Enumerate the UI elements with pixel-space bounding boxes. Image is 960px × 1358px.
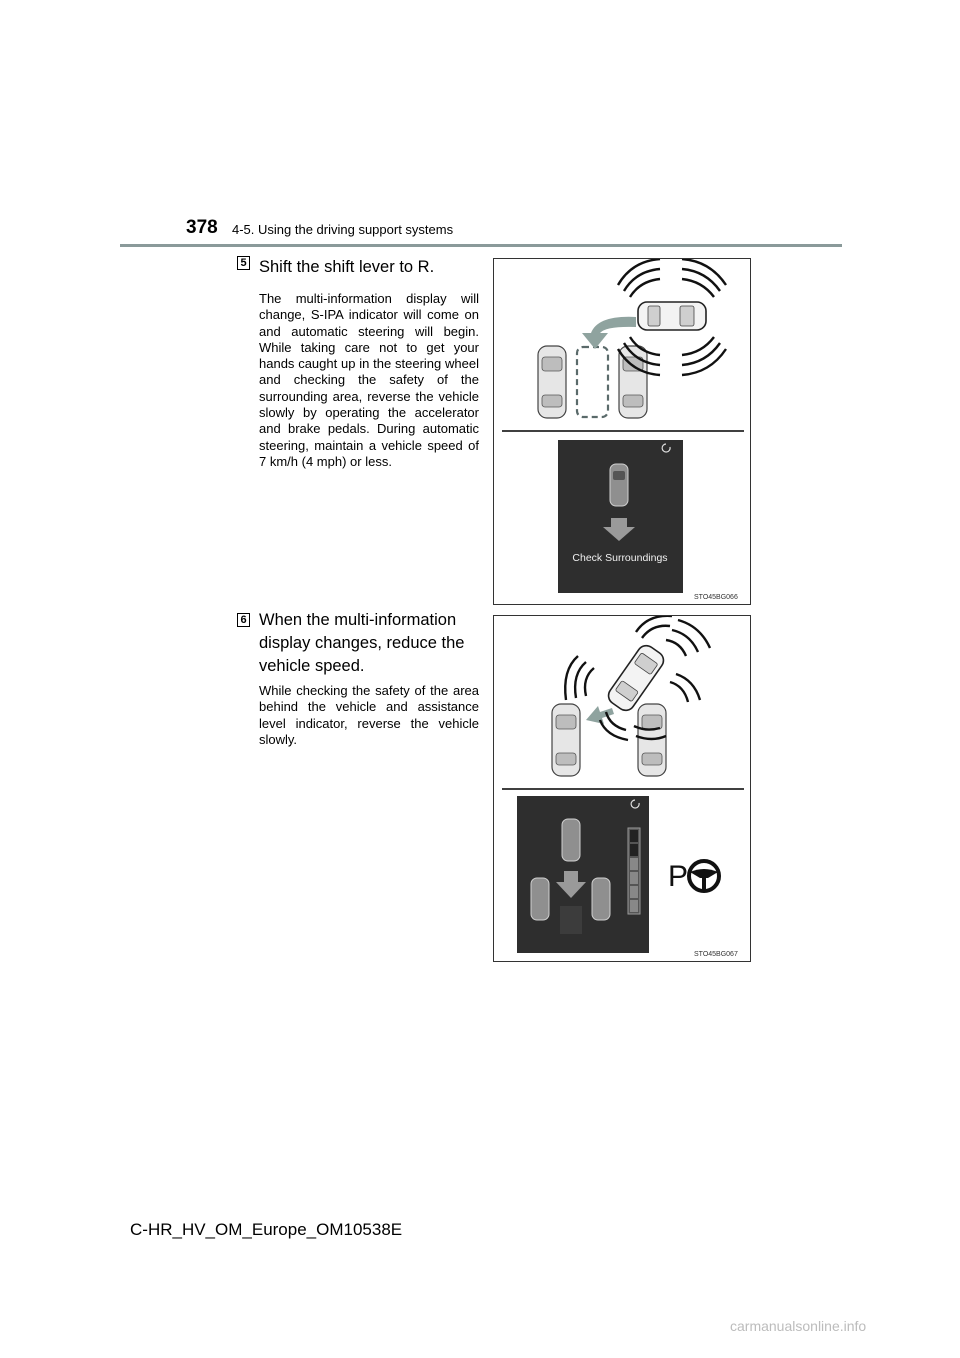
own-vehicle [638, 302, 706, 330]
s-ipa-indicator [668, 860, 719, 893]
figure-step-5 [493, 258, 751, 605]
watermark: carmanualsonline.info [730, 1318, 867, 1334]
document-id: C-HR_HV_OM_Europe_OM10538E [130, 1220, 403, 1239]
step-6-body: While checking the safety of the area behind the vehicle and assistance level indicator, reverse the vehicle slowly. [259, 683, 479, 747]
step-number-5: 5 [237, 256, 250, 270]
figure-step-6 [493, 615, 751, 962]
page-number: 378 [186, 217, 218, 238]
reverse-path-arrow [582, 317, 636, 349]
step-number-6: 6 [237, 613, 250, 627]
step-5-heading: Shift the shift lever to R. [259, 258, 435, 276]
own-vehicle [605, 642, 667, 714]
parked-car-left [538, 346, 566, 418]
display-message: Check Surroundings [572, 552, 668, 564]
assistance-level-indicator [628, 828, 640, 914]
step-5-body: The multi-information display will change, S-IPA indicator will come on and automatic steering will begin. While taking care not to get your hands caught up in the steering wheel and checking the safety of the surrounding area, reverse the vehicle slowly by operating the accelerator and brake pedals. During automatic steering, maintain a vehicle speed of 7 km/h (4 mph) or less. [259, 291, 479, 469]
section-title: 4-5. Using the driving support systems [232, 222, 454, 237]
header-rule [120, 244, 842, 247]
figure-code: STO45BG066 [694, 594, 738, 601]
multi-information-display [517, 796, 649, 953]
target-parking-space [577, 347, 608, 417]
parked-car-left [552, 704, 580, 776]
figure-code: STO45BG067 [694, 951, 738, 958]
step-6-heading: When the multi-information display changes, reduce the vehicle speed. [259, 611, 465, 675]
indicator-letter: P [668, 860, 689, 893]
multi-information-display [558, 440, 683, 593]
steering-wheel-icon [689, 861, 719, 891]
